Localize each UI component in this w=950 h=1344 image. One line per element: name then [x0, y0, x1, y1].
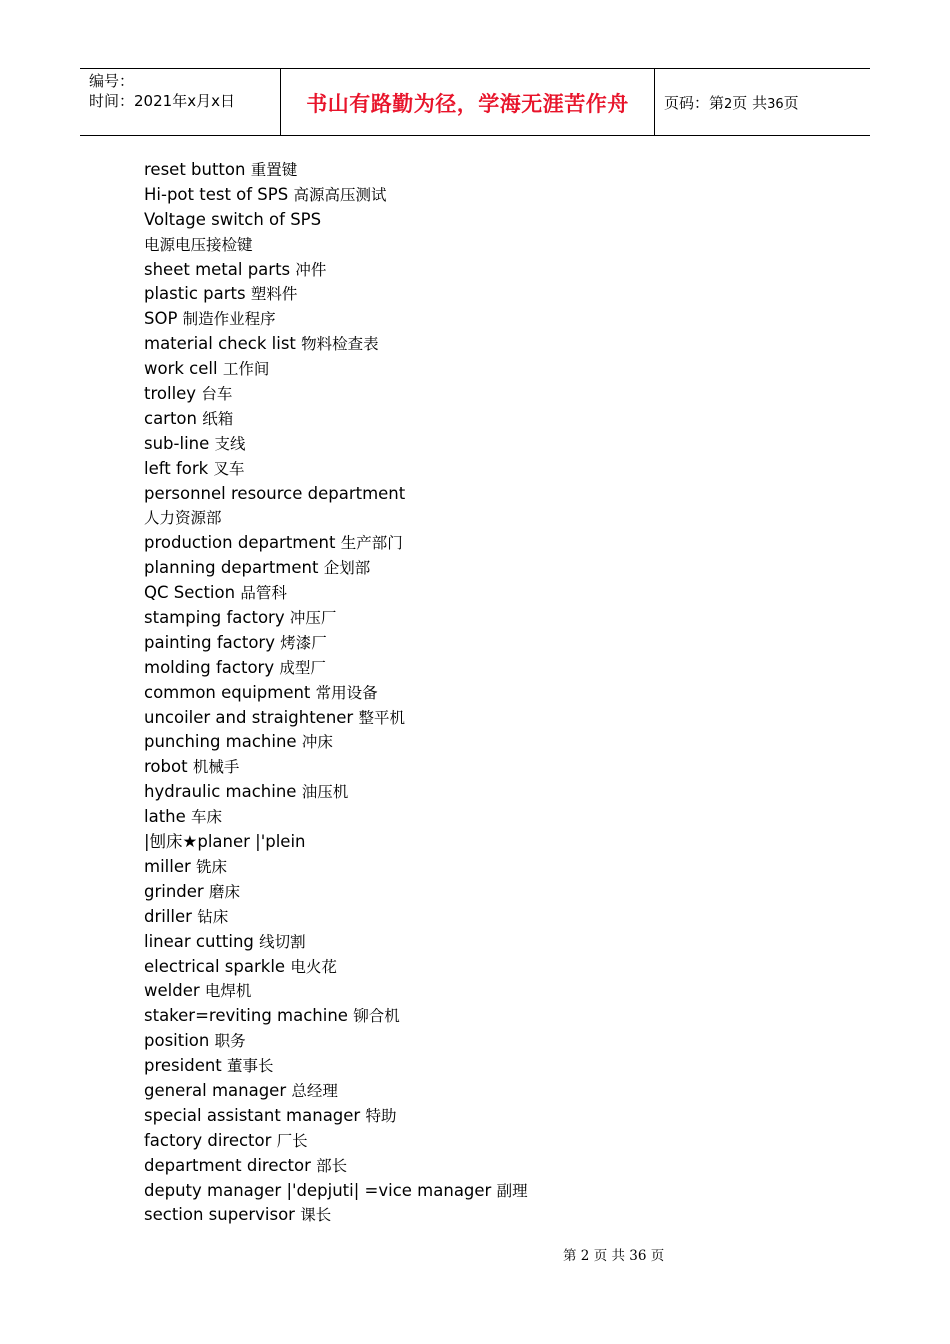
term-english: work cell: [144, 359, 218, 379]
term-chinese: 特助: [365, 1106, 397, 1125]
list-item: [144, 482, 744, 507]
list-item: [144, 1129, 744, 1154]
list-item: [144, 531, 744, 556]
page-label-prefix: 页码：第: [664, 94, 725, 112]
term-english: section supervisor: [144, 1205, 295, 1225]
list-item: [144, 432, 744, 457]
term-chinese: 常用设备: [315, 683, 378, 702]
list-item: [144, 208, 744, 233]
term-english: general manager: [144, 1080, 287, 1100]
term-english: special assistant manager: [144, 1105, 361, 1125]
term-english: SOP: [144, 309, 178, 329]
vocabulary-list: [144, 158, 744, 1228]
term-english: president: [144, 1056, 222, 1076]
term-english: molding factory: [144, 657, 275, 677]
time-label: 时间：: [89, 92, 135, 110]
list-item: [144, 506, 744, 531]
list-item: [144, 780, 744, 805]
term-english: stamping factory: [144, 608, 285, 628]
term-english: position: [144, 1031, 210, 1051]
term-english: punching machine: [144, 732, 297, 752]
term-english: welder: [144, 981, 200, 1001]
term-chinese: 叉车: [213, 459, 245, 478]
term-english: trolley: [144, 384, 197, 404]
term-english: |刨床★planer |'plein: [144, 832, 306, 852]
term-english: staker=reviting machine: [144, 1006, 348, 1026]
term-english: personnel resource department: [144, 483, 406, 503]
list-item: [144, 1079, 744, 1104]
footer-prefix: 第: [563, 1248, 577, 1264]
list-item: [144, 855, 744, 880]
list-item: [144, 1029, 744, 1054]
list-item: [144, 631, 744, 656]
term-english: Hi-pot test of SPS: [144, 184, 289, 204]
list-item: [144, 581, 744, 606]
list-item: [144, 1203, 744, 1228]
term-chinese: 台车: [201, 385, 233, 404]
header-page-cell: [655, 69, 870, 135]
term-chinese: 电火花: [290, 957, 337, 976]
term-chinese: 支线: [214, 434, 246, 453]
term-chinese: 整平机: [358, 708, 405, 727]
term-chinese: 机械手: [192, 758, 240, 777]
term-chinese: 高源高压测试: [293, 185, 387, 204]
term-chinese: 制造作业程序: [182, 310, 276, 329]
list-item: [144, 830, 744, 855]
page-label-mid: 页 共: [732, 94, 768, 112]
header-motto-cell: [281, 69, 655, 135]
term-chinese: 部长: [316, 1156, 348, 1175]
footer-current-page: 2: [580, 1248, 590, 1264]
list-item: [144, 1154, 744, 1179]
list-item: [144, 930, 744, 955]
term-english: grinder: [144, 881, 204, 901]
term-chinese: 线切割: [259, 932, 306, 951]
term-chinese: 总经理: [291, 1081, 338, 1100]
term-english: QC Section: [144, 583, 236, 603]
term-chinese: 职务: [214, 1032, 246, 1051]
list-item: [144, 282, 744, 307]
term-english: sub-line: [144, 433, 210, 453]
term-english: left fork: [144, 458, 209, 478]
term-english: factory director: [144, 1130, 272, 1150]
term-chinese: 铆合机: [353, 1007, 400, 1026]
term-chinese: 厂长: [276, 1131, 308, 1150]
page-total: 36: [767, 97, 784, 112]
term-chinese: 铣床: [196, 857, 228, 876]
time-row: [89, 91, 280, 111]
list-item: [144, 357, 744, 382]
page-current: 2: [724, 97, 733, 112]
term-english: planning department: [144, 558, 319, 578]
list-item: [144, 880, 744, 905]
term-english: linear cutting: [144, 931, 254, 951]
term-english: painting factory: [144, 632, 275, 652]
term-english: Voltage switch of SPS: [144, 209, 322, 229]
list-item: [144, 233, 744, 258]
header-info-cell: [80, 69, 281, 135]
term-english: production department: [144, 533, 336, 553]
term-english: driller: [144, 906, 192, 926]
footer-suffix: 页: [650, 1248, 665, 1264]
term-chinese: 冲床: [301, 733, 333, 752]
list-item: [144, 606, 744, 631]
term-english: material check list: [144, 334, 296, 354]
page-label-suffix: 页: [783, 94, 799, 112]
term-chinese: 成型厂: [279, 658, 326, 677]
term-chinese: 塑料件: [250, 285, 298, 304]
term-english: carton: [144, 408, 197, 428]
term-english: miller: [144, 856, 191, 876]
list-item: [144, 681, 744, 706]
term-chinese: 油压机: [301, 783, 349, 802]
term-english: robot: [144, 757, 188, 777]
term-english: uncoiler and straightener: [144, 707, 354, 727]
list-item: [144, 979, 744, 1004]
term-chinese: 课长: [300, 1206, 332, 1225]
page-footer: [563, 1246, 664, 1266]
term-chinese: 工作间: [222, 360, 270, 379]
list-item: [144, 805, 744, 830]
term-chinese: 电焊机: [204, 982, 252, 1001]
list-item: [144, 1004, 744, 1029]
term-chinese: 董事长: [227, 1057, 274, 1076]
term-chinese: 磨床: [208, 882, 240, 901]
list-item: [144, 755, 744, 780]
list-item: [144, 382, 744, 407]
page-header: [80, 68, 870, 136]
term-chinese: 品管科: [240, 584, 287, 603]
list-item: [144, 457, 744, 482]
term-chinese: 副理: [496, 1181, 528, 1200]
term-chinese: 电源电压接检键: [144, 235, 253, 254]
list-item: [144, 706, 744, 731]
term-english: department director: [144, 1155, 311, 1175]
list-item: [144, 183, 744, 208]
footer-mid: 页 共: [593, 1248, 625, 1264]
term-chinese: 钻床: [197, 907, 229, 926]
list-item: [144, 556, 744, 581]
term-english: lathe: [144, 807, 186, 827]
list-item: [144, 730, 744, 755]
list-item: [144, 905, 744, 930]
time-value: 2021年x月x日: [134, 92, 235, 110]
list-item: [144, 656, 744, 681]
term-chinese: 生产部门: [340, 534, 403, 553]
term-chinese: 纸箱: [202, 409, 234, 428]
term-english: reset button: [144, 160, 246, 179]
number-label: 编号：: [89, 72, 135, 90]
term-chinese: 烤漆厂: [280, 633, 327, 652]
term-english: deputy manager |'depjuti| =vice manager: [144, 1180, 492, 1200]
list-item: [144, 955, 744, 980]
term-chinese: 物料检查表: [301, 335, 379, 354]
term-chinese: 人力资源部: [144, 509, 222, 528]
term-chinese: 企划部: [323, 559, 371, 578]
list-item: [144, 307, 744, 332]
term-english: electrical sparkle: [144, 956, 286, 976]
term-english: common equipment: [144, 682, 311, 702]
list-item: [144, 258, 744, 283]
list-item: [144, 407, 744, 432]
term-english: hydraulic machine: [144, 782, 297, 802]
header-motto: 书山有路勤为径，学海无涯苦作舟: [306, 91, 629, 116]
list-item: [144, 332, 744, 357]
term-english: plastic parts: [144, 284, 246, 304]
list-item: [144, 1179, 744, 1204]
footer-total-pages: 36: [629, 1248, 647, 1264]
term-chinese: 车床: [191, 808, 223, 827]
term-chinese: 重置键: [250, 161, 298, 179]
term-chinese: 冲压厂: [289, 609, 337, 628]
list-item: [144, 1104, 744, 1129]
term-english: sheet metal parts: [144, 259, 291, 279]
list-item: [144, 1054, 744, 1079]
term-chinese: 冲件: [295, 260, 327, 279]
list-item: [144, 158, 744, 183]
